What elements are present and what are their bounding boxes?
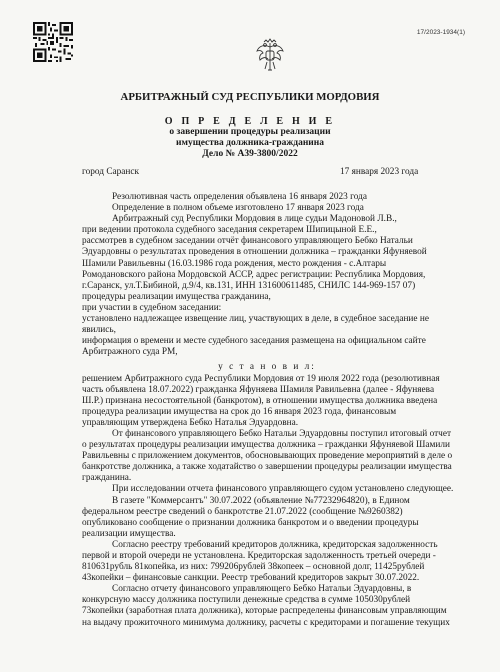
text-line: на выдачу прожиточного минимума должнику, расчеты с кредиторами и погашение текущих	[82, 617, 450, 628]
section-heading: у с т а н о в и л:	[218, 362, 316, 373]
text-line: о результатах процедуры реализации имущества должника – гражданки Яфуняевой Шамили	[82, 440, 450, 451]
text-line: процедуры реализации имущества гражданина,	[82, 291, 271, 302]
text-line: часть объявлена 18.07.2022) гражданка Яфуняева Шамиля Равильевна (далее - Яфуняева	[82, 384, 435, 395]
text-line: при ведении протокола судебного заседания секретарем Шипицыной Е.Е.,	[82, 225, 377, 236]
text-line: явились,	[82, 325, 116, 336]
text-line: Резолютивная часть определения объявлена 16 января 2023 года	[112, 192, 367, 202]
text-line: Ромодановского района Мордовской АССР, адрес регистрации: Республика Мордовия,	[82, 269, 426, 280]
document-subtitle	[0, 127, 500, 160]
text-line: Арбитражного суда РМ,	[82, 347, 178, 358]
text-line: управляющим утверждена Бебко Наталья Эдуардовна.	[82, 417, 299, 428]
text-line: 43копейки – финансовые санкции. Реестр требований кредиторов закрыт 30.07.2022.	[82, 573, 420, 584]
text-line: Шамили Равильевны (16.03.1986 года рождения, место рождения - с.Алтары	[82, 258, 387, 269]
text-line: установлено надлежащее извещение лиц, участвующих в деле, в судебное заседание не	[82, 314, 429, 325]
text-line: процедура реализации имущества на срок до 16 января 2023 года, финансовым	[82, 406, 397, 417]
subtitle-line: о завершении процедуры реализации	[169, 127, 331, 137]
city: город Саранск	[82, 167, 140, 177]
text-line: информация о времени и месте судебного заседания размещена на официальном сайте	[82, 336, 426, 347]
text-line: рассмотрев в судебном заседании отчёт финансового управляющего Бебко Натальи	[82, 236, 413, 247]
text-line: Согласно отчету финансового управляющего Бебко Натальи Эдуардовны, в	[112, 584, 412, 595]
subtitle-line: имущества должника-гражданина	[176, 138, 324, 148]
text-line: От финансового управляющего Бебко Натальи Эдуардовны поступил итоговый отчет	[112, 428, 452, 439]
text-line: Арбитражный суд Республики Мордовия в лице судьи Мадоновой Л.В.,	[112, 214, 397, 225]
coat-of-arms-emblem	[255, 38, 285, 74]
text-line: При исследовании отчета финансового управляющего судом установлено следующее.	[112, 484, 454, 495]
text-line: 73копейки (заработная плата должника), которые распределены финансовым управляющим	[82, 606, 447, 617]
document-reference-number: 17/2023-1934(1)	[416, 29, 465, 36]
court-name: АРБИТРАЖНЫЙ СУД РЕСПУБЛИКИ МОРДОВИЯ	[120, 91, 380, 103]
text-line: банкротстве должника, а также ходатайство о завершении процедуры реализации имущества	[82, 462, 452, 473]
text-line: первой и второй очереди не установлена. Кредиторская задолженность третьей очереди -	[82, 551, 436, 561]
text-line: Определение в полном объеме изготовлено 17 января 2023 года	[112, 203, 364, 214]
document-title: О П Р Е Д Е Л Е Н И Е	[164, 116, 336, 127]
text-line: решением Арбитражного суда Республики Мордовия от 19 июля 2022 года (резолютивная	[82, 373, 440, 384]
text-line: Согласно реестру требований кредиторов должника, кредиторская задолженность	[112, 539, 438, 550]
text-line: при участии в судебном заседании:	[82, 302, 222, 313]
document-body	[82, 192, 452, 629]
text-line: реализации имущества.	[82, 528, 176, 539]
text-line: Эдуардовны о результатах проведения в отношении должника – гражданки Яфуняевой	[82, 247, 427, 258]
text-line: 810631рубль 81копейка, из них: 799206рублей 38копеек – основной долг, 11425рублей	[82, 562, 425, 573]
case-number: Дело № А39-3800/2022	[202, 149, 298, 159]
text-line: г.Саранск, ул.Т.Бибиной, д.9/4, кв.131, ИНН 131600611485, СНИЛС 144-969-157 07)	[82, 280, 416, 291]
text-line: гражданина.	[82, 473, 132, 484]
text-line: опубликовано сообщение о признании должника банкротом и о введении процедуры	[82, 517, 419, 528]
text-line: конкурсную массу должника поступили денежные средства в сумме 105030рублей	[82, 595, 411, 606]
text-line: федеральном реестре сведений о банкротстве 21.07.2022 (сообщение №9260382)	[82, 506, 403, 517]
text-line: Ш.Р.) признана несостоятельной (банкротом), в отношении имущества должника введена	[82, 395, 438, 406]
decision-date: 17 января 2023 года	[340, 167, 419, 177]
text-line: Равильевны с приложением документов, обосновывающих проведение мероприятий в деле о	[82, 451, 453, 462]
text-line: В газете "Коммерсантъ" 30.07.2022 (объявление №77232964820), в Едином	[112, 495, 410, 506]
qr-code	[33, 22, 73, 62]
